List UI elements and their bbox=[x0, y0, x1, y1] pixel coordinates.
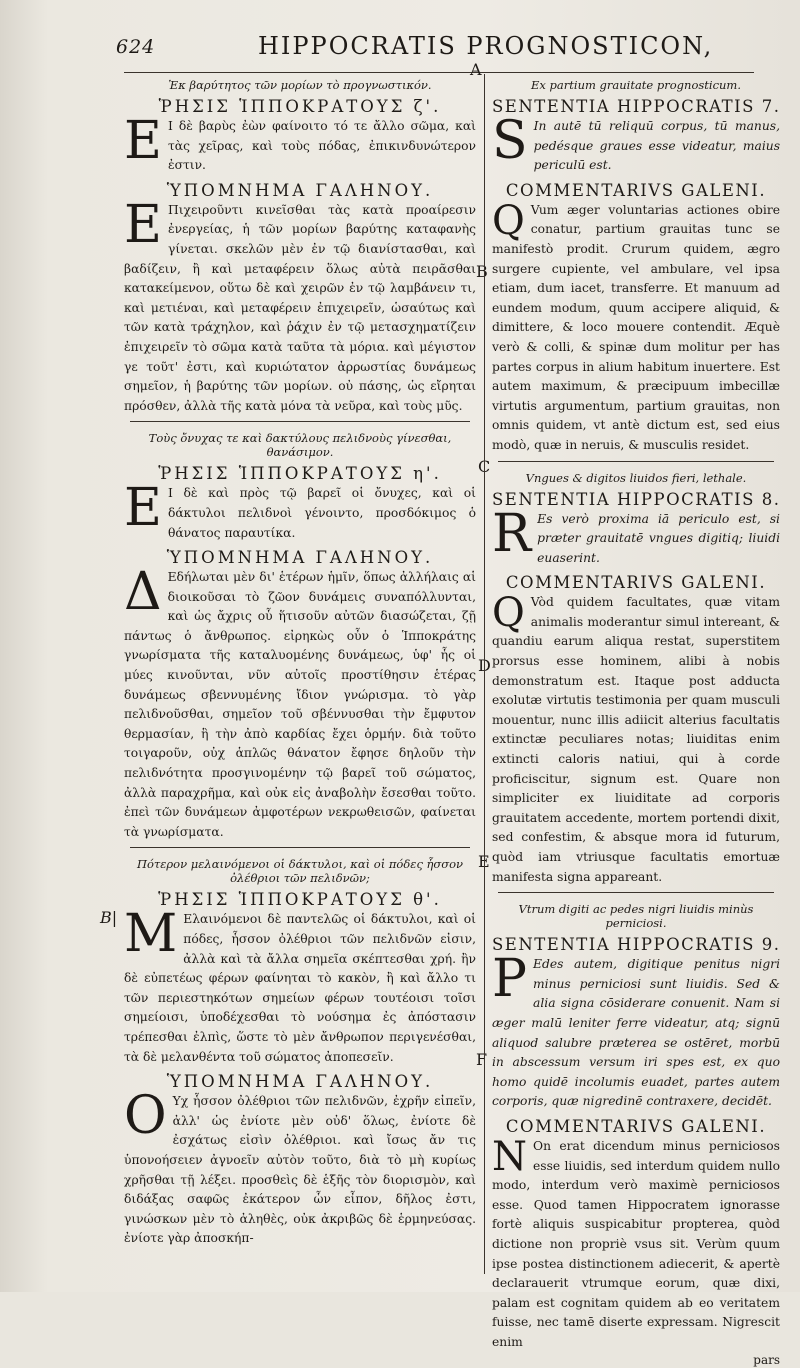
latin-section-8 bbox=[492, 467, 780, 888]
section-rule bbox=[130, 421, 470, 422]
drop-capital: Δ bbox=[124, 562, 162, 623]
commentary-text: Υχ ἧσσον ὀλέθριοι τῶν πελιδνῶν, ἐχρῆν εἰπεῖν, ἀλλ' ὡς ἐνίοτε μὲν οὐδ' ὅλως, ἐνίοτε δὲ ἐσχάτως εἰσὶν ὀλέθριοι. καὶ ἴσως ἄν τις ὑπονοήσειεν ἀγνοεῖν αὐτὸν τοῦτο, διὰ τὸ μὴ κυρίως χρῆσθαι τῇ λέξει. προσθεὶς δὲ ἑξῆς τὸν διορισμὸν, καὶ διδάξας σαφῶς ἐκάτερον ὧν εἶπον, δῆλος ἐστι, γινώσκων μὲν τὸ ἀληθὲς, οὐκ ἀκριβῶς δὲ ἑρμηνεύσας. ἐνίοτε γὰρ ἀποσκήπ- bbox=[124, 1094, 476, 1246]
drop-capital: P bbox=[492, 949, 527, 1010]
commentary-heading: COMMENTARIVS GALENI. bbox=[505, 573, 767, 593]
aphorism-text: Ελαινόμενοι δὲ παντελῶς οἱ δάκτυλοι, καὶ οἱ πόδες, ἧσσον ὀλέθριοι τῶν πελιδνῶν εἰσιν, ἀλλὰ καὶ τὰ ἄλλα σημεῖα σκέπτεσθαι χρή. ἢν δὲ εὐπετέως φέρων φαίνηται τὸ κακὸν, ἢ καὶ ἄλλο τι τῶν περιεστηκότων σημείων φέρων τουτέοισι τοῖσι σημείοισι, ὑποδέχεσθαι τὸ νούσημα ἐς ἀπόστασιν τρέπεσθαι ἐλπὶς, ὥστε τὸ μὲν ἄνθρωπον περιγενέσθαι, τὰ δὲ μελανθέντα τοῦ σώματος ἀποπεσεῖν. bbox=[124, 912, 476, 1064]
lemma: Ἐκ βαρύτητος τῶν μορίων τὸ προγνωστικόν. bbox=[168, 78, 432, 92]
aphorism-text: Ι δὲ καὶ πρὸς τῷ βαρεῖ οἱ ὄνυχες, καὶ οἱ δάκτυλοι πελιδνοὶ γένοιντο, προσδόκιμος ὁ θάνατος παραυτίκα. bbox=[167, 486, 476, 540]
lemma: Vtrum digiti ac pedes nigri liuidis minùs perniciosi. bbox=[518, 902, 754, 931]
margin-letter-e: E bbox=[478, 852, 490, 871]
page-number: 624 bbox=[116, 36, 156, 58]
section-rule bbox=[498, 892, 774, 893]
section-rule bbox=[130, 847, 470, 848]
commentary-text: Vòd quidem facultates, quæ vitam animalis moderantur simul intereant, & quandiu earum aliqua restat, superstitem prorsus esse hominem, alibi à nobis demonstratum est. Itaque post adducta exolutæ virtutis testimonia per quam musculi mouentur, nunc illis adiicit alterius facultatis extinctæ peculiares notas; liuiditas enim extincti caloris natiui, qui à corde proficiscitur, signum est. Quare non simpliciter ex liuiditate ad corporis grauitatem accedente, mortem portendi dixit, sed confestim, & absque mora id futurum, quòd iam vtriusque facultatis emortuæ manifesta signa appareant. bbox=[492, 595, 780, 884]
drop-capital: R bbox=[492, 503, 532, 564]
margin-mark: B| bbox=[100, 908, 118, 927]
drop-capital: E bbox=[124, 478, 162, 539]
greek-section-9 bbox=[124, 853, 476, 1249]
catchword: pars bbox=[753, 1353, 780, 1368]
commentary-text: Πιχειροῦντι κινεῖσθαι τὰς κατὰ προαίρεσιν ἐνεργείας, ἡ τῶν μορίων βαρύτης καταφανὴς γίνεται. σκελῶν μὲν ἐν τῷ διανίστασθαι, καὶ βαδίζειν, ἢ καὶ μεταφέρειν ὅλως αὐτὰ πειρᾶσθαι κατακείμενον, οὕτω δὲ καὶ χειρῶν ἐν τῷ λαμβάνειν τι, καὶ μετιέναι, καὶ μεταφέρειν ἐπιχειρεῖν, ὡσαύτως καὶ τῶν κατὰ τράχηλον, καὶ ῥάχιν ἐν τῷ μετασχηματίζειν ἐπιχειρεῖν τὸ σῶμα κατὰ ταῦτα τὰ μόρια. καὶ μέγιστον γε τοῦτ' ἐστι, καὶ κυριώτατον ἀρρωστίας δυνάμεως σημεῖον, ἡ βαρύτης τῶν μορίων. οὐ πάσης, ὡς εἴρηται πρόσθεν, ἀλλὰ τῆς κατὰ μόνα τὰ νεῦρα, καὶ τοὺς μῦς. bbox=[124, 202, 476, 413]
drop-capital: E bbox=[124, 194, 162, 255]
greek-section-8 bbox=[124, 427, 476, 842]
latin-column bbox=[492, 74, 781, 1368]
margin-letter-a: A bbox=[470, 60, 482, 79]
lemma: Τοὺς ὄνυχας τε καὶ δακτύλους πελιδνοὺς γίνεσθαι, θανάσιμον. bbox=[148, 431, 452, 460]
latin-section-7 bbox=[492, 74, 780, 456]
section-rule bbox=[498, 461, 774, 462]
header-rule bbox=[124, 72, 754, 73]
section-heading: ῬΗΣΙΣ ἹΠΠΟΚΡΑΤΟΥΣ η'. bbox=[158, 464, 442, 484]
drop-capital: Q bbox=[492, 197, 525, 244]
section-heading: SENTENTIA HIPPOCRATIS 8. bbox=[492, 489, 781, 509]
commentary-text: On erat dicendum minus perniciosos esse liuidis, sed interdum quidem nullo modo, interdum verò maximè perniciosos esse. Quod tamen Hippocratem ignorasse fortè aliquis suspicabitur propterea, quòd dictione non propriè vsus sit. Verùm quum ipse postea distinctionem adiecerit, & apertè declarauerit vtrumque eorum, quæ dixi, palam est cognitam quidem ab eo veritatem fuisse, nec tamē diserte expressam. Nigrescit enim bbox=[492, 1138, 780, 1349]
commentary-heading: ὙΠΟΜΝΗΜΑ ΓΑΛΗΝΟΥ. bbox=[166, 548, 434, 568]
commentary-heading: ὙΠΟΜΝΗΜΑ ΓΑΛΗΝΟΥ. bbox=[166, 1072, 434, 1092]
section-heading: ῬΗΣΙΣ ἹΠΠΟΚΡΑΤΟΥΣ ζ'. bbox=[158, 97, 442, 116]
drop-capital: O bbox=[124, 1086, 167, 1147]
greek-section-7 bbox=[124, 74, 476, 416]
section-heading: SENTENTIA HIPPOCRATIS 7. bbox=[492, 97, 781, 116]
section-heading: ῬΗΣΙΣ ἹΠΠΟΚΡΑΤΟΥΣ θ'. bbox=[158, 890, 442, 910]
running-head bbox=[116, 30, 746, 66]
aphorism-text: Ι δὲ βαρὺς ἐὼν φαίνοιτο τό τε ἄλλο σῶμα, καὶ τὰς χεῖρας, καὶ τοὺς πόδας, ἐπικινδυνώτερον ἐστιν. bbox=[167, 119, 476, 173]
drop-capital: N bbox=[492, 1133, 527, 1180]
commentary-text: Εδήλωται μὲν δι' ἑτέρων ἡμῖν, ὅπως ἀλλήλαις αἱ διοικοῦσαι τὸ ζῶον δυνάμεις συναπόλλυνται, καὶ ὡς ἄχρις οὗ ἥτισοῦν αὐτῶν διασώζεται, ζῇ πάντως ὁ ἄνθρωπος. εἰρηκὼς οὖν ὁ Ἱπποκράτης γνωρίσματα τῆς καταλυομένης δυνάμεως, ὑφ' ἧς οἱ μύες κινοῦνται, νῦν αὐτοῖς προστίθησιν ἑτέρας δυνάμεως σβεννυμένης ἴδιον γνώρισμα. τὸ γὰρ πελιδνοῦσθαι, σημεῖον τοῦ σβέννυσθαι τὴν ἔμφυτον θερμασίαν, ἣ τὴν ἀπὸ καρδίας ἔχει ὁρμήν. διὰ τοῦτο τοιγαροῦν, οὐχ ἁπλῶς θάνατον ἔφησε δηλοῦν τὴν πελιδνότητα προσγινομένην τῷ βαρεῖ τοῦ σώματος, ἀλλὰ παραχρῆμα, καὶ οὐκ εἰς ἀναβολὴν ἔσεσθαι τοῦτο. ἐπεὶ τῶν δυνάμεων ἀμφοτέρων νεκρωθεισῶν, φαίνεται τὰ γνωρίσματα. bbox=[124, 570, 476, 839]
drop-capital: Q bbox=[492, 590, 525, 637]
margin-letter-b: B bbox=[476, 262, 488, 281]
commentary-heading: COMMENTARIVS GALENI. bbox=[505, 1116, 767, 1136]
running-title: HIPPOCRATIS PROGNOSTICON, bbox=[258, 32, 714, 60]
aphorism-text: Es verò proxima iā periculo est, si præter grauitatē vngues digitiq; liuidi euaserint. bbox=[537, 511, 780, 565]
aphorism-text: In autē tū reliquū corpus, tū manus, pedésque graues esse videatur, maius periculū est. bbox=[533, 119, 780, 173]
lemma: Vngues & digitos liuidos fieri, lethale. bbox=[525, 470, 747, 485]
commentary-heading: COMMENTARIVS GALENI. bbox=[505, 180, 767, 200]
margin-letter-d: D bbox=[478, 656, 491, 675]
greek-column bbox=[124, 74, 476, 1272]
margin-letter-c: C bbox=[478, 457, 491, 476]
lemma: Ex partium grauitate prognosticum. bbox=[531, 78, 741, 92]
drop-capital: E bbox=[124, 111, 162, 171]
lemma: Πότερον μελαινόμενοι οἱ δάκτυλοι, καὶ οἱ πόδες ἧσσον ὀλέθριοι τῶν πελιδνῶν; bbox=[136, 857, 464, 886]
commentary-heading: ὙΠΟΜΝΗΜΑ ΓΑΛΗΝΟΥ. bbox=[166, 180, 434, 200]
latin-section-9 bbox=[492, 898, 780, 1368]
aphorism-text: Edes autem, digitique penitus nigri minus perniciosi sunt liuidis. Sed & alia signa cōsiderare conuenit. Nam si æger malū leniter ferre videatur, atq; signū aliquod salubre præterea se ostēret, morbū in abscessum versum iri spes est, ex quo homo quidē incolumis euadet, partes autem corporis, quæ nigredinē contraxere, decidēt. bbox=[492, 957, 780, 1109]
commentary-text: Vum æger voluntarias actiones obire conatur, partium grauitas tunc se manifestò prodit. Crurum quidem, ægro surgere cupiente, vel ambulare, vel ipsa etiam, dum iacet, transferre. Et manuum ad eundem modum, quum accipere aliquid, & dimittere, & loco mouere contendit. Æquè verò & colli, & spinæ dum molitur per has partes corpus in alium habitum inuertere. Est autem maximum, & præcipuum imbecillæ virtutis argumentum, partium grauitas, non omnis quidem, vt antè dictum est, sed eius modò, quæ in neruis, & musculis residet. bbox=[492, 202, 780, 452]
drop-capital: S bbox=[492, 111, 528, 171]
drop-capital: M bbox=[124, 904, 178, 965]
column-divider bbox=[484, 74, 485, 1274]
section-heading: SENTENTIA HIPPOCRATIS 9. bbox=[492, 935, 781, 955]
margin-letter-f: F bbox=[476, 1050, 488, 1069]
